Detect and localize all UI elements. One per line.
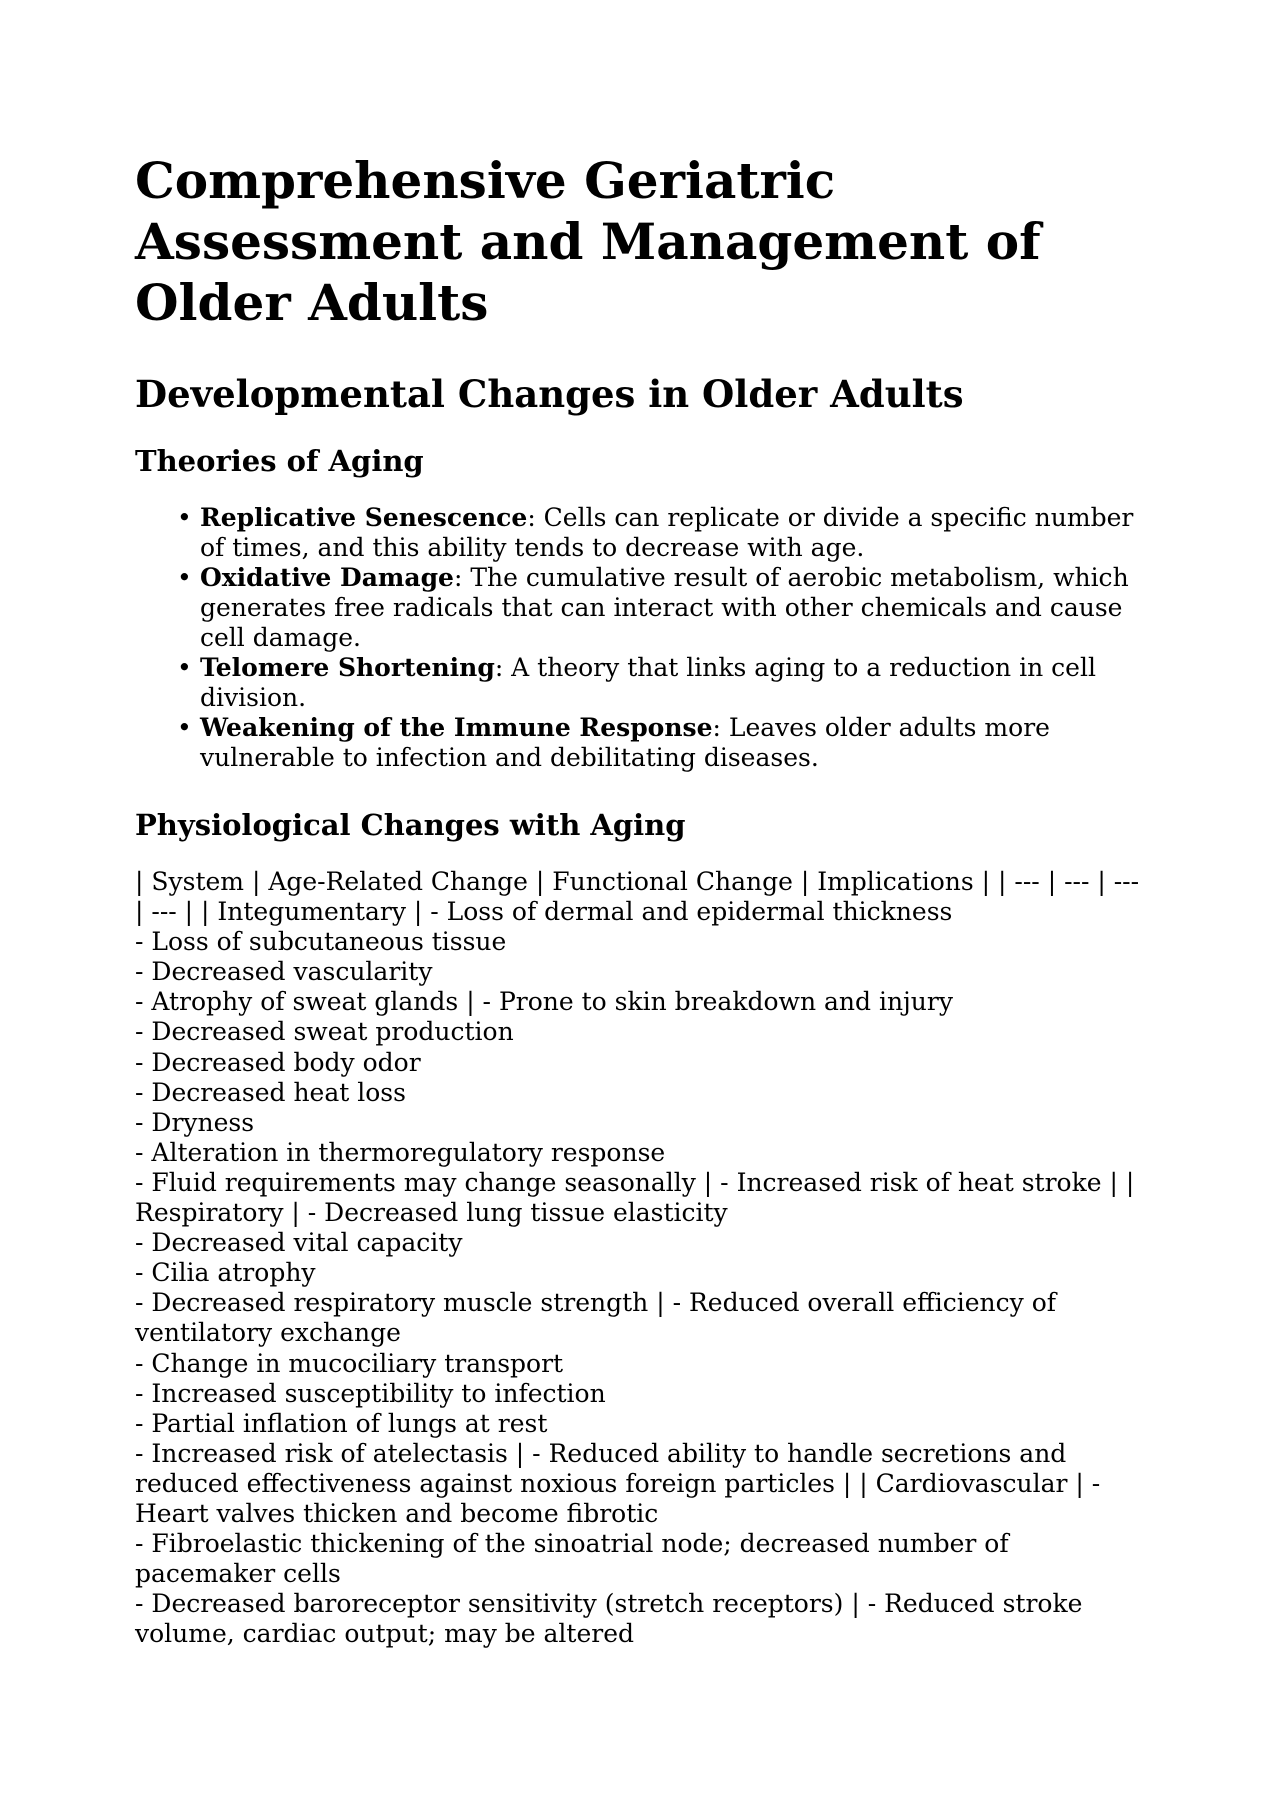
- theories-list: [135, 503, 1145, 773]
- table-text-line: - Decreased sweat production: [135, 1017, 514, 1047]
- theory-term: Oxidative Damage: [200, 563, 454, 592]
- table-text-line: - Atrophy of sweat glands | - Prone to skin breakdown and injury: [135, 987, 953, 1017]
- theories-heading: Theories of Aging: [135, 444, 424, 478]
- section-heading: Developmental Changes in Older Adults: [135, 372, 964, 416]
- table-text-line: - Fluid requirements may change seasonally | - Increased risk of heat stroke | | Respiratory | - Decreased lung tissue elasticity: [135, 1167, 1135, 1228]
- table-text-line: - Loss of subcutaneous tissue: [135, 927, 507, 957]
- table-text-line: - Decreased body odor: [135, 1047, 421, 1077]
- list-item: [200, 653, 1145, 713]
- table-text-line: - Alteration in thermoregulatory response: [135, 1137, 666, 1167]
- document-page: [135, 150, 1145, 1649]
- theory-description: : Leaves older adults more vulnerable to infection and debilitating diseases.: [200, 713, 1050, 772]
- table-text-line: - Increased risk of atelectasis | - Reduced ability to handle secretions and reduced effectiveness against noxious foreign particles | | Cardiovascular | - Heart valves thicken and become fibrotic: [135, 1438, 1101, 1528]
- table-text-line: - Partial inflation of lungs at rest: [135, 1408, 548, 1438]
- list-item: [200, 713, 1145, 773]
- table-text-line: - Decreased heat loss: [135, 1077, 406, 1107]
- document-title: Comprehensive Geriatric Assessment and Management of Older Adults: [135, 151, 1041, 332]
- theory-term: Telomere Shortening: [200, 653, 495, 682]
- table-text-line: | System | Age-Related Change | Functional Change | Implications | | --- | --- | --- | --- | | Integumentary | - Loss of dermal and epidermal thickness: [135, 867, 1140, 927]
- table-text-line: - Cilia atrophy: [135, 1258, 316, 1288]
- theory-description: : The cumulative result of aerobic metabolism, which generates free radicals that can interact with other chemicals and cause cell damage.: [200, 563, 1129, 652]
- theory-term: Weakening of the Immune Response: [200, 713, 713, 742]
- list-item: [200, 503, 1145, 563]
- physiological-table-text: [135, 867, 1145, 1649]
- table-text-line: - Increased susceptibility to infection: [135, 1378, 606, 1408]
- theory-description: : Cells can replicate or divide a specific number of times, and this ability tends to decrease with age.: [200, 503, 1134, 562]
- physiological-heading: Physiological Changes with Aging: [135, 808, 686, 842]
- table-text-line: - Decreased vital capacity: [135, 1228, 463, 1258]
- table-text-line: - Decreased vascularity: [135, 957, 433, 987]
- table-text-line: - Change in mucociliary transport: [135, 1348, 564, 1378]
- theory-term: Replicative Senescence: [200, 503, 528, 532]
- theory-description: : A theory that links aging to a reduction in cell division.: [200, 653, 1096, 712]
- table-text-line: - Dryness: [135, 1107, 255, 1137]
- table-text-line: - Fibroelastic thickening of the sinoatrial node; decreased number of pacemaker cells: [135, 1529, 1009, 1589]
- table-text-line: - Decreased baroreceptor sensitivity (stretch receptors) | - Reduced stroke volume, cardiac output; may be altered: [135, 1589, 1083, 1649]
- list-item: [200, 563, 1145, 653]
- table-text-line: - Decreased respiratory muscle strength | - Reduced overall efficiency of ventilatory exchange: [135, 1288, 1057, 1348]
